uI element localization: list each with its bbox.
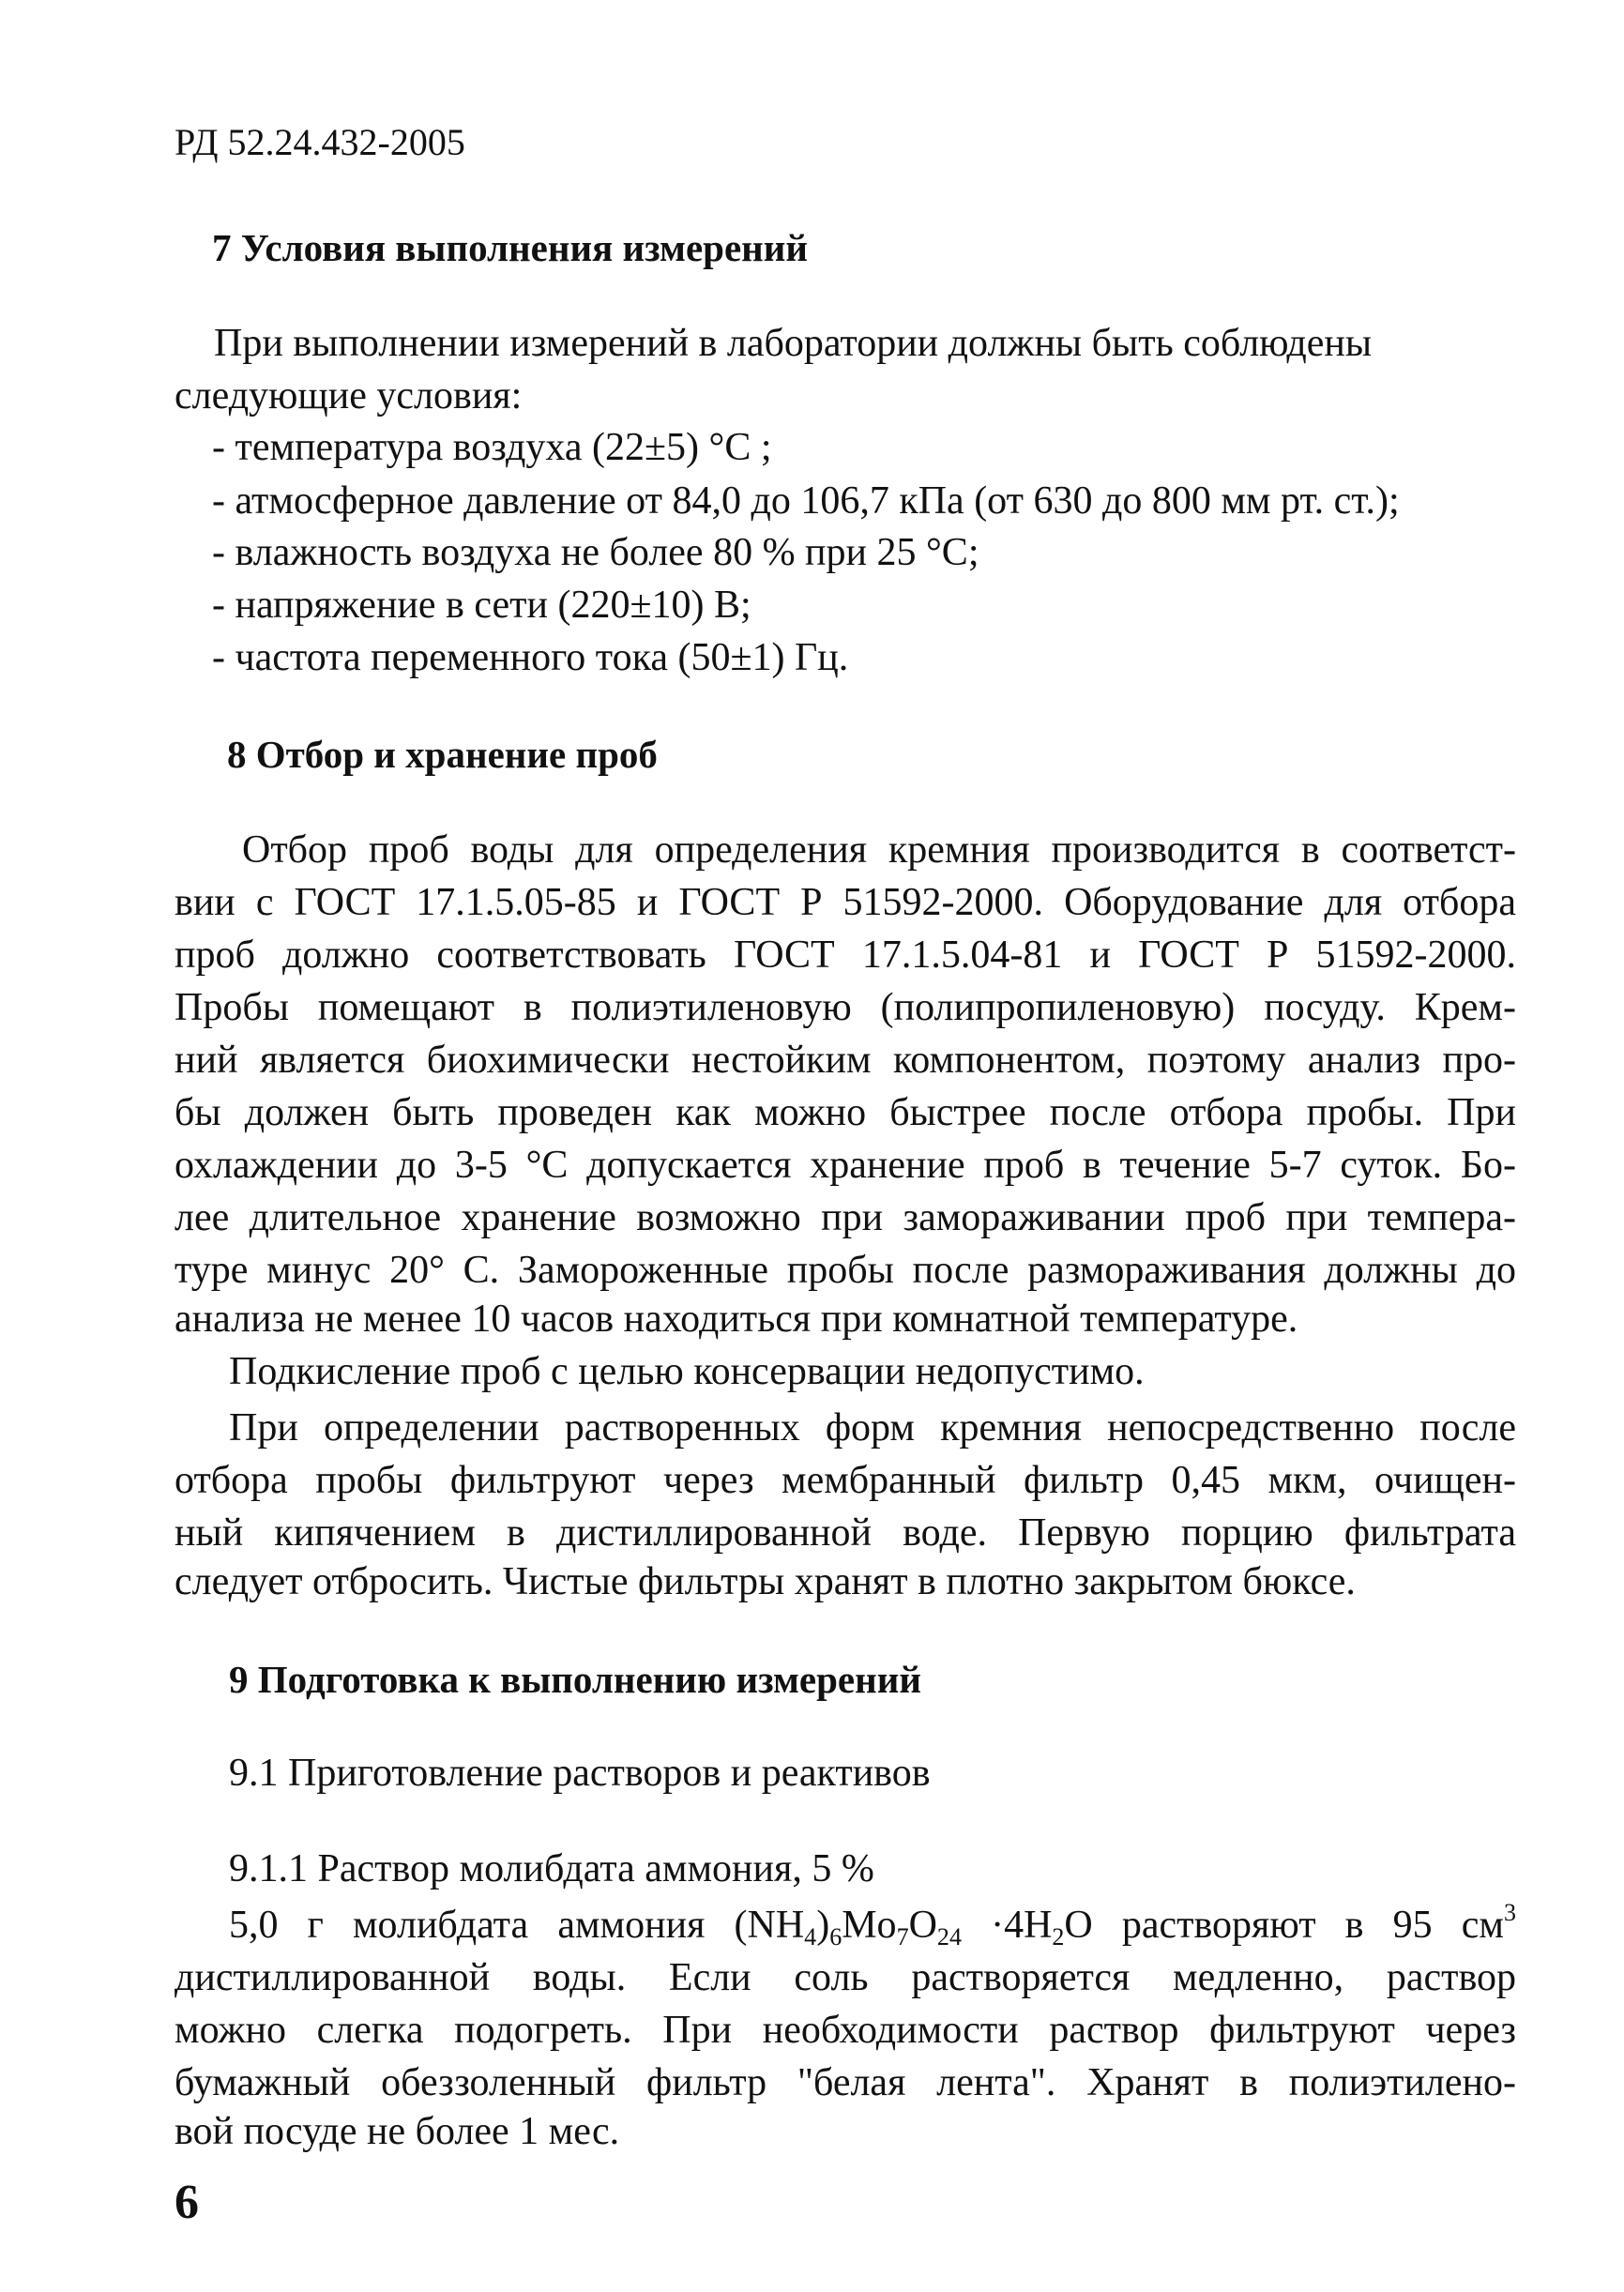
section-7-title: 7 Условия выполнения измерений — [212, 226, 809, 269]
condition-item: - атмосферное давление от 84,0 до 106,7 кПа (от 630 до 800 мм рт. ст.); — [212, 479, 1400, 523]
section-7-intro-line-2: следующие условия: — [175, 374, 523, 417]
section-8-para-3-line: следует отбросить. Чистые фильтры хранят в плотно закрытом бюксе. — [175, 1560, 1356, 1603]
section-8-line: Пробы помещают в полиэтиленовую (полипропиленовую) посуду. Крем- — [175, 986, 1516, 1029]
section-9-line: бумажный обеззоленный фильтр "белая лента". Хранят в полиэтилено- — [175, 2061, 1516, 2104]
condition-item: - температура воздуха (22±5) °С ; — [212, 426, 772, 469]
subsection-9-1-title: 9.1 Приготовление растворов и реактивов — [229, 1752, 931, 1795]
section-8-line: ний является биохимически нестойким компонентом, поэтому анализ про- — [175, 1039, 1516, 1082]
condition-item: - влажность воздуха не более 80 % при 25 °С; — [212, 531, 979, 574]
section-8-line: туре минус 20° С. Замороженные пробы после размораживания должны до — [175, 1249, 1516, 1292]
subsection-9-1-1-title: 9.1.1 Раствор молибдата аммония, 5 % — [229, 1847, 874, 1890]
section-8-para-3-line: ный кипячением в дистиллированной воде. Первую порцию фильтрата — [175, 1511, 1516, 1555]
section-9-title: 9 Подготовка к выполнению измерений — [229, 1658, 921, 1701]
section-8-line: проб должно соответствовать ГОСТ 17.1.5.04-81 и ГОСТ Р 51592-2000. — [175, 933, 1516, 977]
section-8-line: бы должен быть проведен как можно быстрее после отбора пробы. При — [175, 1091, 1516, 1134]
page-number: 6 — [175, 2176, 199, 2229]
section-8-para-2: Подкисление проб с целью консервации недопустимо. — [229, 1350, 1145, 1393]
section-8-line: вии с ГОСТ 17.1.5.05-85 и ГОСТ Р 51592-2000. Оборудование для отбора — [175, 881, 1516, 924]
section-8-para-3-line: отбора пробы фильтруют через мембранный фильтр 0,45 мкм, очищен- — [175, 1459, 1516, 1502]
document-code: РД 52.24.432-2005 — [175, 121, 465, 163]
condition-item: - напряжение в сети (220±10) В; — [212, 584, 751, 627]
section-8-para-3-line: При определении растворенных форм кремния непосредственно после — [229, 1406, 1516, 1450]
section-9-line: можно слегка подогреть. При необходимости раствор фильтруют через — [175, 2009, 1516, 2052]
section-8-line: лее длительное хранение возможно при замораживании проб при темпера- — [175, 1196, 1516, 1239]
section-9-line: дистиллированной воды. Если соль растворяется медленно, раствор — [175, 1956, 1516, 1999]
section-7-intro-line-1: При выполнении измерений в лаборатории должны быть соблюдены — [214, 322, 1373, 365]
section-8-line: анализа не менее 10 часов находиться при комнатной температуре. — [175, 1298, 1298, 1341]
section-8-title: 8 Отбор и хранение проб — [227, 733, 658, 776]
section-8-line: Отбор проб воды для определения кремния производится в соответст- — [242, 828, 1516, 872]
formula-line: 5,0 г молибдата аммония $(NH_4)_6Mo_7O_{24} \cdot 4H_2O$ растворяют в 95 $см^3$ — [229, 1898, 1516, 1950]
section-9-line: вой посуде не более 1 мес. — [175, 2110, 620, 2153]
condition-item: - частота переменного тока (50±1) Гц. — [212, 636, 849, 679]
section-8-line: охлаждении до 3-5 °С допускается хранение проб в течение 5-7 суток. Бо- — [175, 1144, 1516, 1187]
